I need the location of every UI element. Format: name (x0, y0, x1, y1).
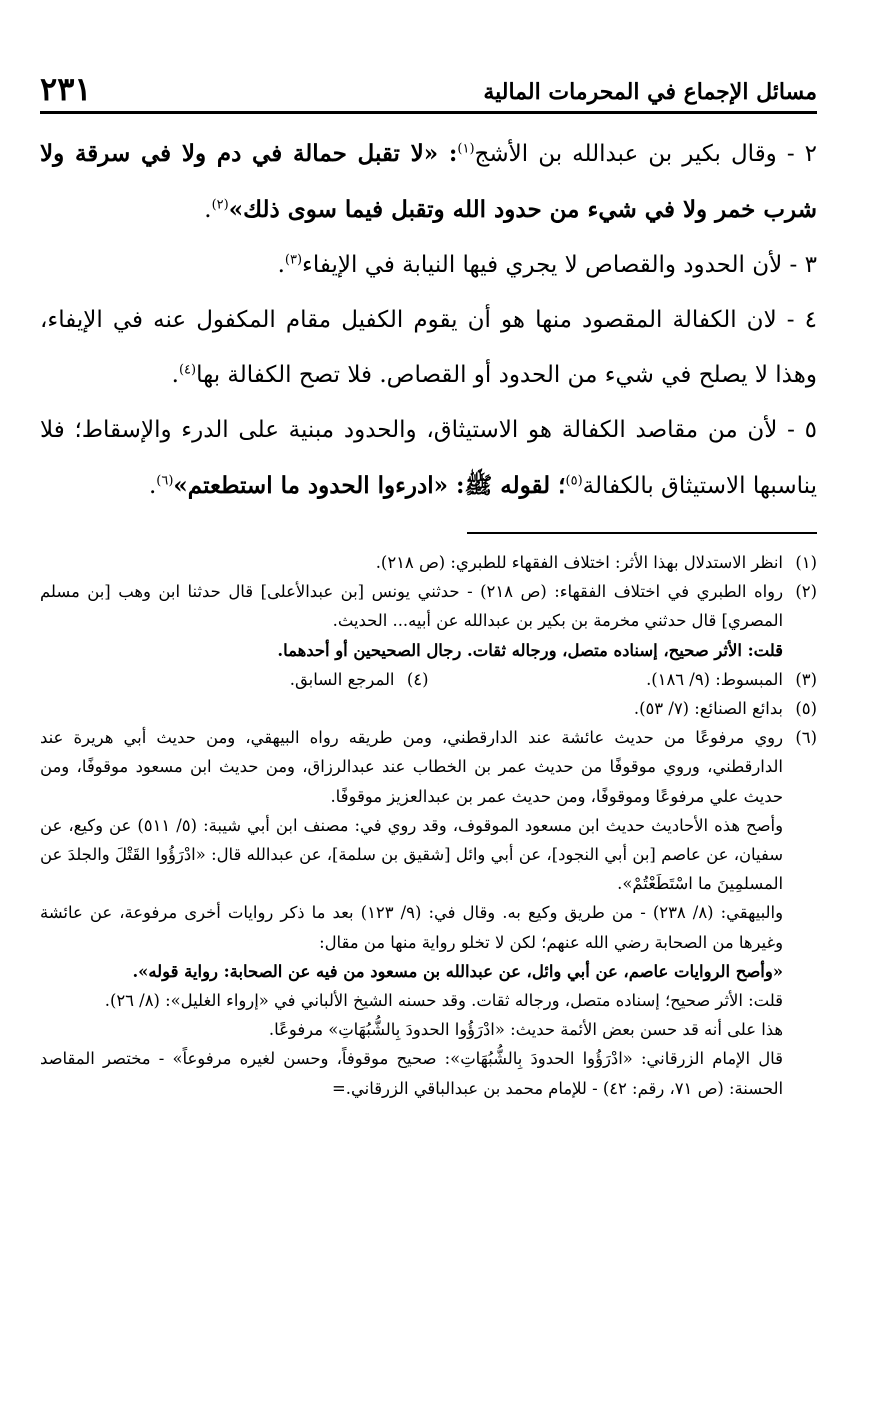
footnote-5: (٥) بدائع الصنائع: (٧/ ٥٣). (633, 699, 817, 719)
footnote-6-para-5: هذا على أنه قد حسن بعض الأئمة حديث: «ادْرَؤُوا الحدودَ بِالشُّبُهَاتِ» مرفوعًا. (268, 1020, 783, 1040)
paragraph-2: ٢ - وقال بكير بن عبدالله بن الأشج$^{(١)}$: «لا تقبل حمالة في دم ولا في سرقة ولا شرب خمر ولا في شيء من حدود الله وتقبل فيما سوى ذلك»$^{(٢)}$. (40, 140, 817, 223)
running-title: مسائل الإجماع في المحرمات المالية (483, 79, 817, 105)
footnotes (40, 548, 817, 1103)
footnote-6-para-2: وأصح هذه الأحاديث حديث ابن مسعود الموقوف، وقد روي في: مصنف ابن أبي شيبة: (٥/ ٥١١) عن وكيع، عن سفيان، عن عاصم [بن أبي النجود]، عن أبي وائل [شقيق بن سلمة]، عن عبدالله قال: «ادْرَؤُوا القَتْلَ والجلدَ عن المسلمِينَ ما اسْتَطَعْتُمْ». (40, 815, 784, 894)
footnote-ref-1[interactable]: (١) (457, 141, 475, 157)
footnote-6-para-3: والبيهقي: (٨/ ٢٣٨) - من طريق وكيع به. وقال في: (٩/ ١٢٣) بعد ما ذكر روايات أخرى مرفوعة، عن عائشة وغيرها من الصحابة رضي الله عنهم؛ لكن لا تخلو رواية منها من مقال: (40, 903, 784, 952)
footnote-2-comment: قلت: الأثر صحيح، إسناده متصل، ورجاله ثقات. رجال الصحيحين أو أحدهما. (277, 640, 783, 660)
footnote-6-para-6: قال الإمام الزرقاني: «ادْرَؤُوا الحدودَ بِالشُّبُهَاتِ»: صحيح موقوفاً، وحسن لغيره مرفوعاً» - مختصر المقاصد الحسنة: (ص ٧١، رقم: ٤٢) - للإمام محمد بن عبدالباقي الزرقاني.= (40, 1049, 783, 1098)
page-header (40, 60, 817, 114)
footnote-ref-4[interactable]: (٤) (178, 362, 197, 378)
footnote-separator (467, 532, 817, 534)
paragraph-5: ٥ - لأن من مقاصد الكفالة هو الاستيثاق، والحدود مبنية على الدرء والإسقاط؛ فلا يناسبها الاستيثاق بالكفالة$^{(٥)}$؛ لقوله ﷺ: «ادرءوا الحدود ما استطعتم»$^{(٦)}$. (40, 417, 817, 499)
footnote-ref-5[interactable]: (٥) (565, 473, 583, 489)
footnote-6: (٦) روي مرفوعًا من حديث عائشة عند الدارقطني، ومن طريقه رواه البيهقي، ومن حديث أبي هريرة عند الدارقطني، وروي موقوفًا من حديث عمر بن الخطاب عند عبدالرزاق، ومن حديث ابن مسعود موقوفًا، ومن حديث علي مرفوعًا وموقوفًا، ومن حديث عمر بن عبدالعزيز موقوفًا. (40, 728, 817, 806)
footnote-6-para-4: قلت: الأثر صحيح؛ إسناده متصل، ورجاله ثقات. وقد حسنه الشيخ الألباني في «إرواء الغليل»: (٨/ ٢٦). (104, 991, 783, 1011)
footnote-3: (٣) المبسوط: (٩/ ١٨٦). (646, 669, 817, 689)
main-text (40, 126, 817, 514)
paragraph-3: ٣ - لأن الحدود والقصاص لا يجري فيها النيابة في الإيفاء$^{(٣)}$. (277, 252, 817, 278)
footnote-row-3-4 (40, 665, 817, 694)
footnote-1: (١) انظر الاستدلال بهذا الأثر: اختلاف الفقهاء للطبري: (ص ٢١٨). (375, 553, 817, 572)
footnote-2: (٢) رواه الطبري في اختلاف الفقهاء: (ص ٢١٨) - حدثني يونس [بن عبدالأعلى] قال حدثنا ابن وهب [بن مسلم المصري] قال حدثني مخرمة بن بكير بن عبدالله عن أبيه... الحديث. (40, 582, 817, 631)
footnote-ref-3[interactable]: (٣) (284, 252, 303, 268)
footnote-ref-6[interactable]: (٦) (156, 473, 174, 489)
footnote-4: (٤) المرجع السابق. (289, 669, 429, 689)
footnote-6-quote: «وأصح الروايات عاصم، عن أبي وائل، عن عبدالله بن مسعود من فيه عن الصحابة: رواية قوله». (132, 961, 783, 981)
footnote-ref-2[interactable]: (٢) (211, 197, 229, 213)
page-number: ٢٣١ (40, 70, 92, 108)
paragraph-4: ٤ - لان الكفالة المقصود منها هو أن يقوم الكفيل مقام المكفول عنه في الإيفاء، وهذا لا يصلح في شيء من الحدود أو القصاص. فلا تصح الكفالة بها$^{(٤)}$. (40, 307, 817, 388)
